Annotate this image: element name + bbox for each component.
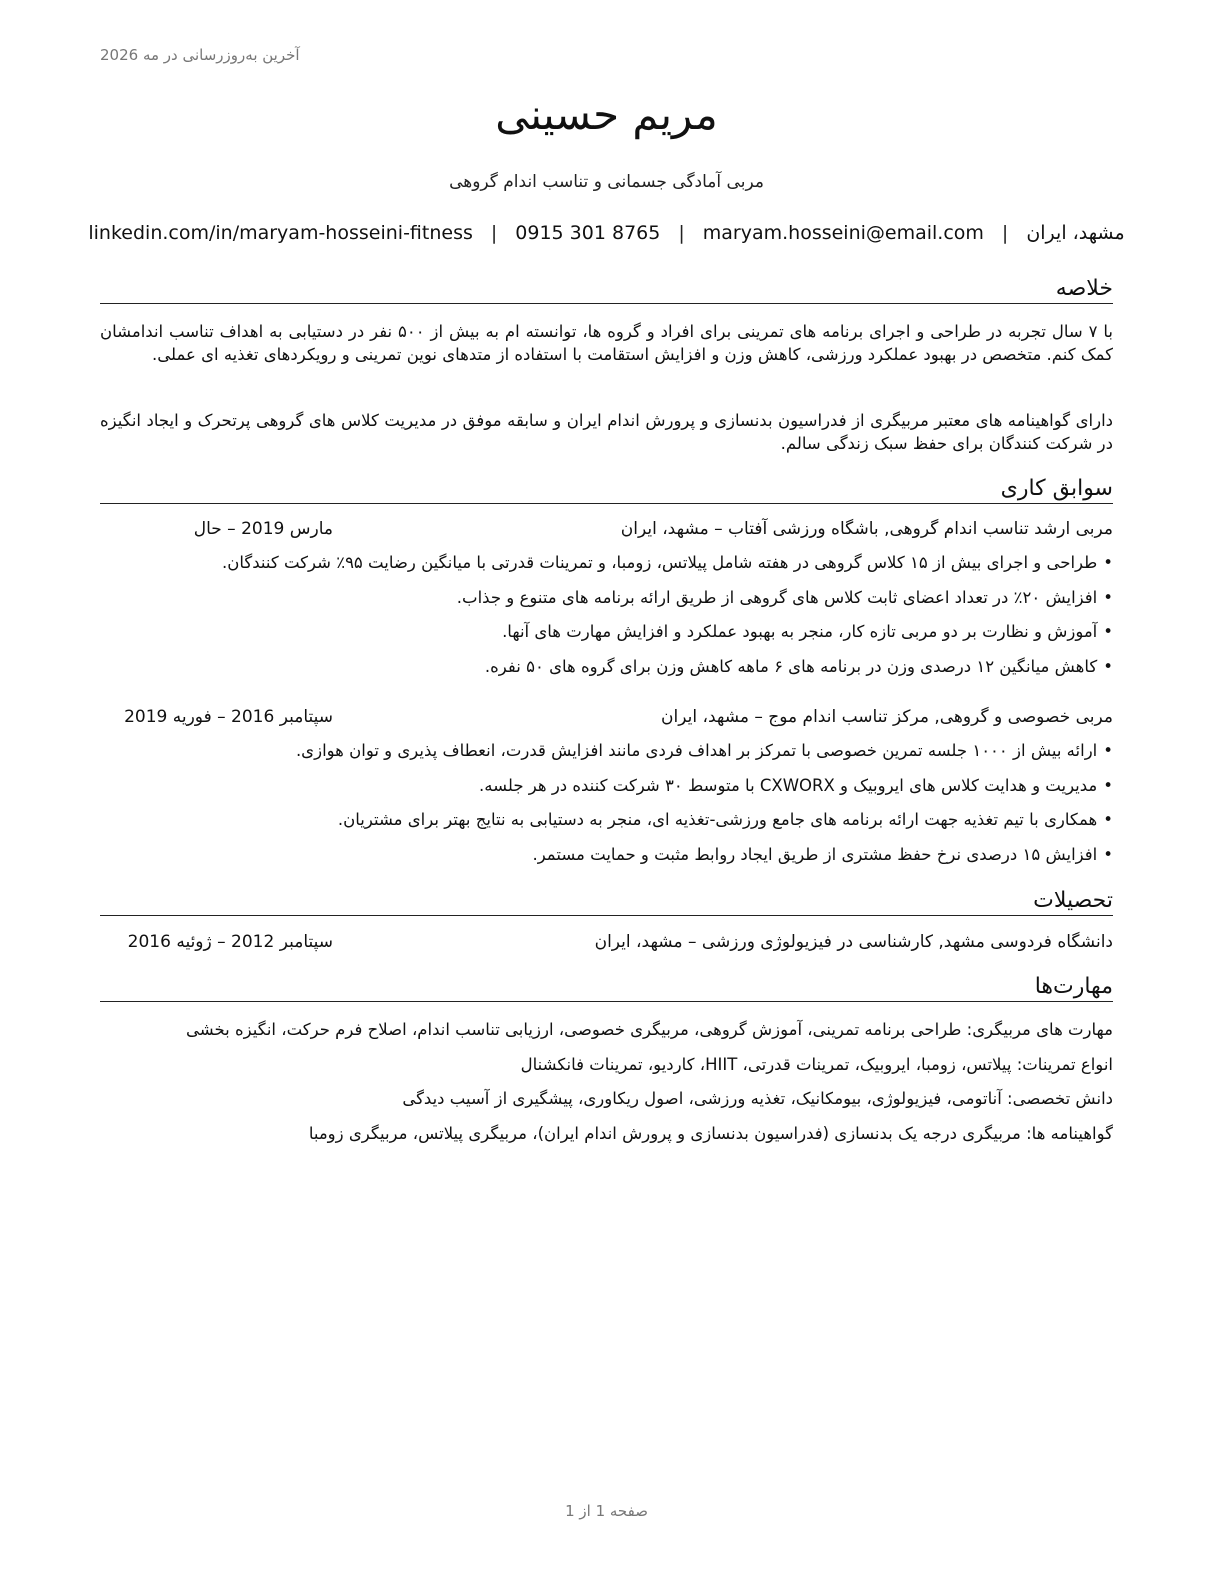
education-heading: تحصیلات <box>100 888 1113 916</box>
summary-paragraph-2: دارای گواهینامه های معتبر مربیگری از فدراسیون بدنسازی و پرورش اندام ایران و سابقه موفق در مدیریت کلاس های گروهی پرتحرک و ایجاد انگیزه در شرکت کنندگان برای حفظ سبک زندگی سالم. <box>100 411 1113 453</box>
contact-line <box>88 222 1125 244</box>
job-bullets <box>100 739 1113 877</box>
summary-paragraph-1: با ۷ سال تجربه در طراحی و اجرای برنامه های تمرینی برای افراد و گروه ها، توانسته ام به بیش از ۵۰۰ نفر در دستیابی به اهداف تناسب اندامشان کمک کنم. متخصص در بهبود عملکرد ورزشی، کاهش وزن و افزایش استقامت با استفاده از متدهای نوین تمرینی و رویکردهای تغذیه ای عملی. <box>100 322 1113 364</box>
contact-separator: | <box>490 222 498 244</box>
education-dates: سپتامبر 2012 – ژوئیه 2016 <box>127 932 333 952</box>
skills-line: گواهینامه ها: مربیگری درجه یک بدنسازی (فدراسیون بدنسازی و پرورش اندام ایران)، مربیگری پیلاتس، مربیگری زومبا <box>308 1123 1113 1143</box>
job-title: مربی خصوصی و گروهی, مرکز تناسب اندام موج – مشهد، ایران <box>661 707 1113 727</box>
education-entry <box>100 932 1113 956</box>
skills-line: دانش تخصصی: آناتومی، فیزیولوژی، بیومکانیک، تغذیه ورزشی، اصول ریکاوری، پیشگیری از آسیب دیدگی <box>402 1089 1113 1108</box>
page-number: صفحه 1 از 1 <box>565 1502 648 1520</box>
resume-page <box>88 0 1125 1584</box>
job-header <box>100 519 1113 543</box>
job-bullet: • کاهش میانگین ۱۲ درصدی وزن در برنامه های ۶ ماهه کاهش وزن برای گروه های ۵۰ نفره. <box>100 655 1113 690</box>
contact-linkedin[interactable]: linkedin.com/in/maryam-hosseini-fitness <box>88 222 473 244</box>
job-bullet: • مدیریت و هدایت کلاس های ایروبیک و CXWORX با متوسط ۳۰ شرکت کننده در هر جلسه. <box>100 774 1113 809</box>
job-bullet: • طراحی و اجرای بیش از ۱۵ کلاس گروهی در هفته شامل پیلاتس، زومبا، و تمرینات قدرتی با میانگین رضایت ۹۵٪ شرکت کنندگان. <box>100 551 1113 586</box>
education-title: دانشگاه فردوسی مشهد, کارشناسی در فیزیولوژی ورزشی – مشهد، ایران <box>594 932 1113 952</box>
skills-line: مهارت های مربیگری: طراحی برنامه تمرینی، آموزش گروهی، مربیگری خصوصی، ارزیابی تناسب اندام، اصلاح فرم حرکت، انگیزه بخشی <box>186 1020 1113 1039</box>
last-updated-note: آخرین به‌روزرسانی در مه 2026 <box>100 46 300 64</box>
summary-heading: خلاصه <box>100 276 1113 304</box>
skills-line: انواع تمرینات: پیلاتس، زومبا، ایروبیک، تمرینات قدرتی، HIIT، کاردیو، تمرینات فانکشنال <box>520 1054 1113 1074</box>
skills-heading: مهارت‌ها <box>100 974 1113 1002</box>
contact-location: مشهد، ایران <box>1026 222 1125 244</box>
job-bullet: • آموزش و نظارت بر دو مربی تازه کار، منجر به بهبود عملکرد و افزایش مهارت های آنها. <box>100 620 1113 655</box>
job-dates: سپتامبر 2016 – فوریه 2019 <box>124 707 333 727</box>
skills-list <box>100 1018 1113 1156</box>
experience-heading: سوابق کاری <box>100 476 1113 504</box>
job-bullet: • افزایش ۲۰٪ در تعداد اعضای ثابت کلاس های گروهی از طریق ارائه برنامه های متنوع و جذاب. <box>100 586 1113 621</box>
job-bullet: • افزایش ۱۵ درصدی نرخ حفظ مشتری از طریق ایجاد روابط مثبت و حمایت مستمر. <box>100 843 1113 878</box>
job-dates: مارس 2019 – حال <box>193 519 333 539</box>
job-bullet: • ارائه بیش از ۱۰۰۰ جلسه تمرین خصوصی با تمرکز بر اهداف فردی مانند افزایش قدرت، انعطاف پذیری و توان هوازی. <box>100 739 1113 774</box>
job-header <box>100 707 1113 731</box>
contact-email[interactable]: maryam.hosseini@email.com <box>702 222 984 244</box>
candidate-headline: مربی آمادگی جسمانی و تناسب اندام گروهی <box>449 172 764 192</box>
job-title: مربی ارشد تناسب اندام گروهی, باشگاه ورزشی آفتاب – مشهد، ایران <box>620 519 1113 539</box>
contact-separator: | <box>678 222 685 244</box>
candidate-name: مریم حسینی <box>495 90 718 139</box>
contact-separator: | <box>1001 222 1009 244</box>
job-bullets <box>100 551 1113 689</box>
contact-phone[interactable]: 0915 301 8765 <box>515 222 661 244</box>
job-bullet: • همکاری با تیم تغذیه جهت ارائه برنامه های جامع ورزشی-تغذیه ای، منجر به دستیابی به نتایج بهتر برای مشتریان. <box>100 808 1113 843</box>
